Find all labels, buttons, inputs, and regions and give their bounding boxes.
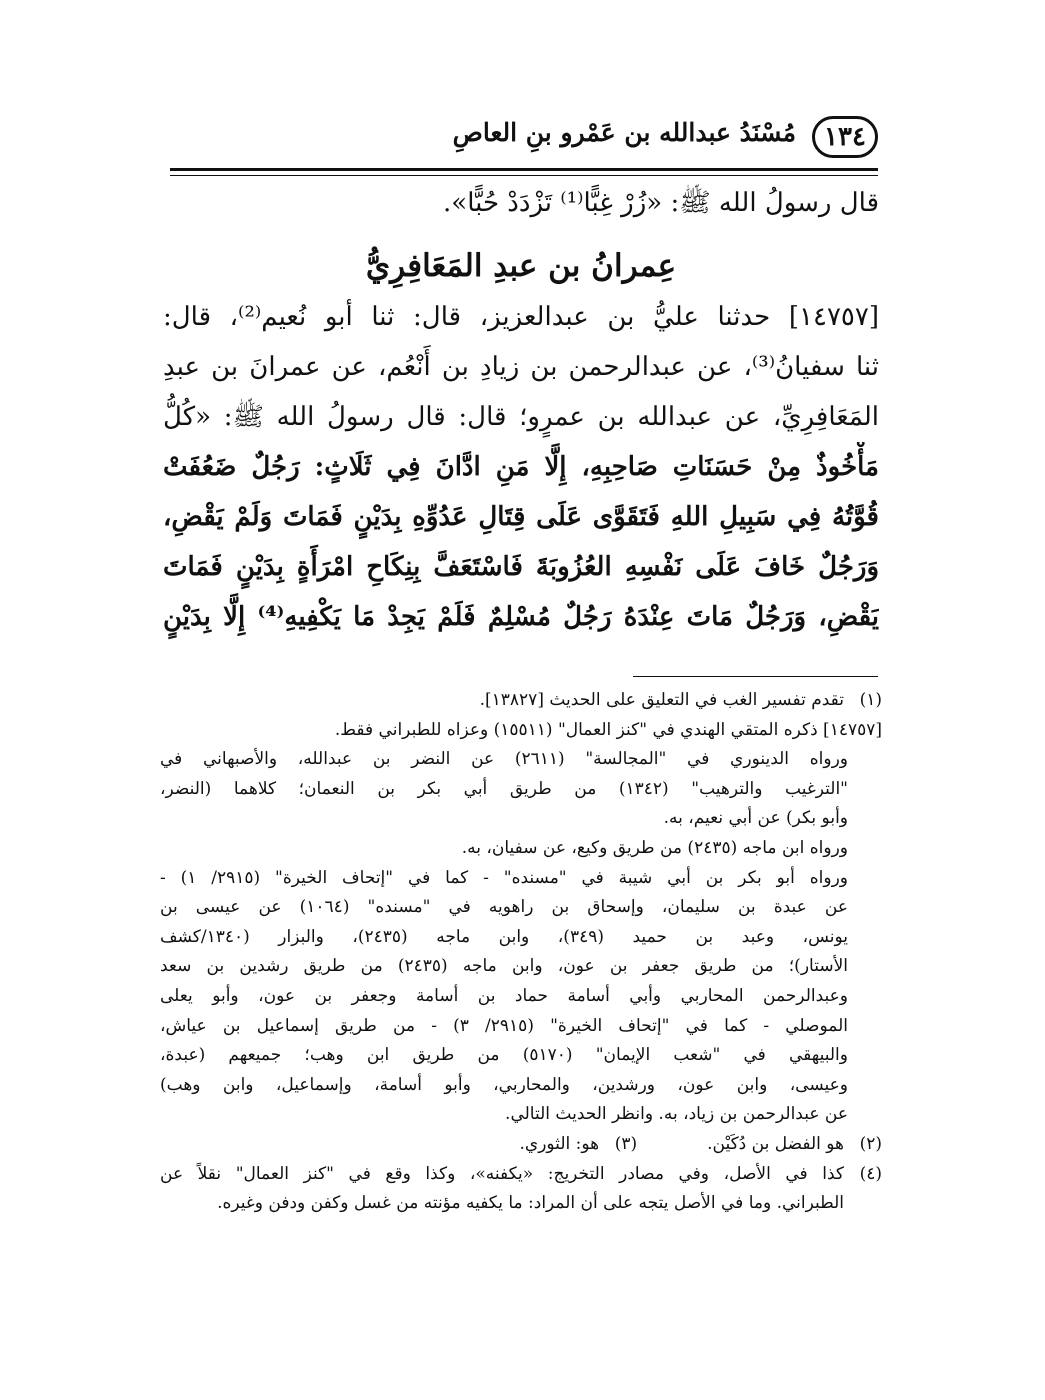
footnote-2-3 — [160, 1130, 882, 1160]
footnote-1 — [160, 686, 882, 716]
section-heading: عِمرانُ بن عبدِ المَعَافِرِيُّ — [365, 248, 677, 284]
footnote-text: هو: الثوري. — [519, 1133, 600, 1154]
header-rule-thin — [170, 175, 878, 176]
takhrij-line: الأستار)؛ من طريق جعفر بن عون، وابن ماجه (٢٤٣٥) من طريق رشدين بن سعد — [160, 956, 848, 977]
takhrij-line: ورواه ابن ماجه (٢٤٣٥) من طريق وكيع، عن سفيان، به. — [461, 837, 848, 858]
text-line: ثنا سفيانُ⁽³⁾، عن عبدالرحمن بن زيادِ بن أَنْعُم، عن عمرانَ بن عبدِ — [163, 352, 879, 382]
takhrij-line: عن عبدة بن سليمان، وإسحاق بن راهويه في "مسنده" (١٠٦٤) عن عيسى بن — [160, 897, 848, 918]
hadith-text-line: مَأْخُوذٌ مِنْ حَسَنَاتِ صَاحِبِهِ، إِلَّا مَنِ ادَّانَ فِي ثَلَاثٍ: رَجُلٌ ضَعُفَتْ — [163, 452, 879, 482]
hadith-text-line: قُوَّتُهُ فِي سَبِيلِ اللهِ فَتَقَوَّى عَلَى قِتَالِ عَدُوِّهِ بِدَيْنٍ فَمَاتَ وَلَمْ يَقْضِ، — [163, 502, 879, 532]
footnote-separator — [633, 676, 878, 677]
page-header — [170, 110, 878, 170]
takhrij-line: يونس، وعبد بن حميد (٣٤٩)، وابن ماجه (٢٤٣٥)، والبزار (١٣٤٠/كشف — [160, 926, 848, 947]
footnote-number: (٣) — [614, 1133, 638, 1154]
page-number: ١٣٤ — [812, 116, 878, 158]
takhrij-line: ورواه الدينوري في "المجالسة" (٢٦١١) عن النضر بن عبدالله، والأصبهاني في — [160, 749, 848, 770]
takhrij-line: ورواه أبو بكر بن أبي شيبة في "مسنده" - كما في "إتحاف الخيرة" (٢٩١٥/ ١) - — [160, 867, 848, 888]
text-line-top: قال رسولُ الله ﷺ: «زُرْ غِبًّا⁽¹⁾ تَزْدَدْ حُبًّا». — [443, 188, 879, 218]
takhrij-line: والبيهقي في "شعب الإيمان" (٥١٧٠) من طريق ابن وهب؛ جميعهم (عبدة، — [160, 1045, 848, 1066]
hadith-text-line: يَقْضِ، وَرَجُلٌ مَاتَ عِنْدَهُ رَجُلٌ مُسْلِمٌ فَلَمْ يَجِدْ مَا يَكْفِيهِ⁽⁴⁾ إِلَّا بِدَيْنٍ — [163, 602, 879, 632]
running-title: مُسْنَدُ عبدالله بن عَمْرو بنِ العاصِ — [452, 118, 796, 147]
header-rule-thick — [170, 168, 878, 171]
takhrij-line: عن عبدالرحمن بن زياد، به. وانظر الحديث التالي. — [505, 1104, 848, 1125]
text-line: المَعَافِرِيِّ، عن عبدالله بن عمرٍو؛ قال: قال رسولُ الله ﷺ: «كُلُّ — [163, 402, 879, 432]
text-line: [١٤٧٥٧] حدثنا عليُّ بن عبدالعزيز، قال: ثنا أبو نُعيم⁽²⁾، قال: — [163, 302, 879, 332]
footnote-4 — [160, 1160, 882, 1190]
takhrij-line: "الترغيب والترهيب" (١٣٤٢) من طريق أبي بكر بن النعمان؛ كلاهما (النضر، — [160, 778, 849, 799]
main-text — [163, 178, 879, 642]
takhrij-line: وعبدالرحمن المحاربي وأبي أسامة حماد بن أسامة وجعفر بن عون، وأبو يعلى — [160, 985, 849, 1006]
takhrij-line: وعيسى، وابن عون، ورشدين، والمحاربي، وأبو أسامة، وإسماعيل، وابن وهب) — [160, 1074, 848, 1095]
footnote-4-continued: الطبراني. وما في الأصل يتجه على أن المراد: ما يكفيه مؤنته من غسل وكفن ودفن وغيره. — [217, 1193, 844, 1214]
footnote-text: كذا في الأصل، وفي مصادر التخريج: «يكفنه»، وكذا وقع في "كنز العمال" نقلاً عن — [160, 1163, 844, 1184]
footnote-text: هو الفضل بن دُكَيْن. — [707, 1133, 844, 1154]
footnote-text: تقدم تفسير الغب في التعليق على الحديث [١٣٨٢٧]. — [479, 690, 844, 710]
footnote-number: (١) — [859, 690, 882, 710]
takhrij-line: وأبو بكر) عن أبي نعيم، به. — [663, 808, 848, 829]
takhrij-line: الموصلي - كما في "إتحاف الخيرة" (٢٩١٥/ ٣) - من طريق إسماعيل بن عياش، — [160, 1015, 848, 1036]
hadith-text-line: وَرَجُلٌ خَافَ عَلَى نَفْسِهِ العُزُوبَةَ فَاسْتَعَفَّ بِنِكَاحِ امْرَأَةٍ بِدَيْنٍ فَمَاتَ — [163, 552, 879, 582]
footnotes — [160, 686, 882, 1219]
footnote-number: (٢) — [859, 1133, 882, 1154]
footnote-number: (٤) — [859, 1163, 882, 1184]
takhrij-line: [١٤٧٥٧] ذكره المتقي الهندي في "كنز العمال" (١٥٥١١) وعزاه للطبراني فقط. — [334, 719, 882, 740]
